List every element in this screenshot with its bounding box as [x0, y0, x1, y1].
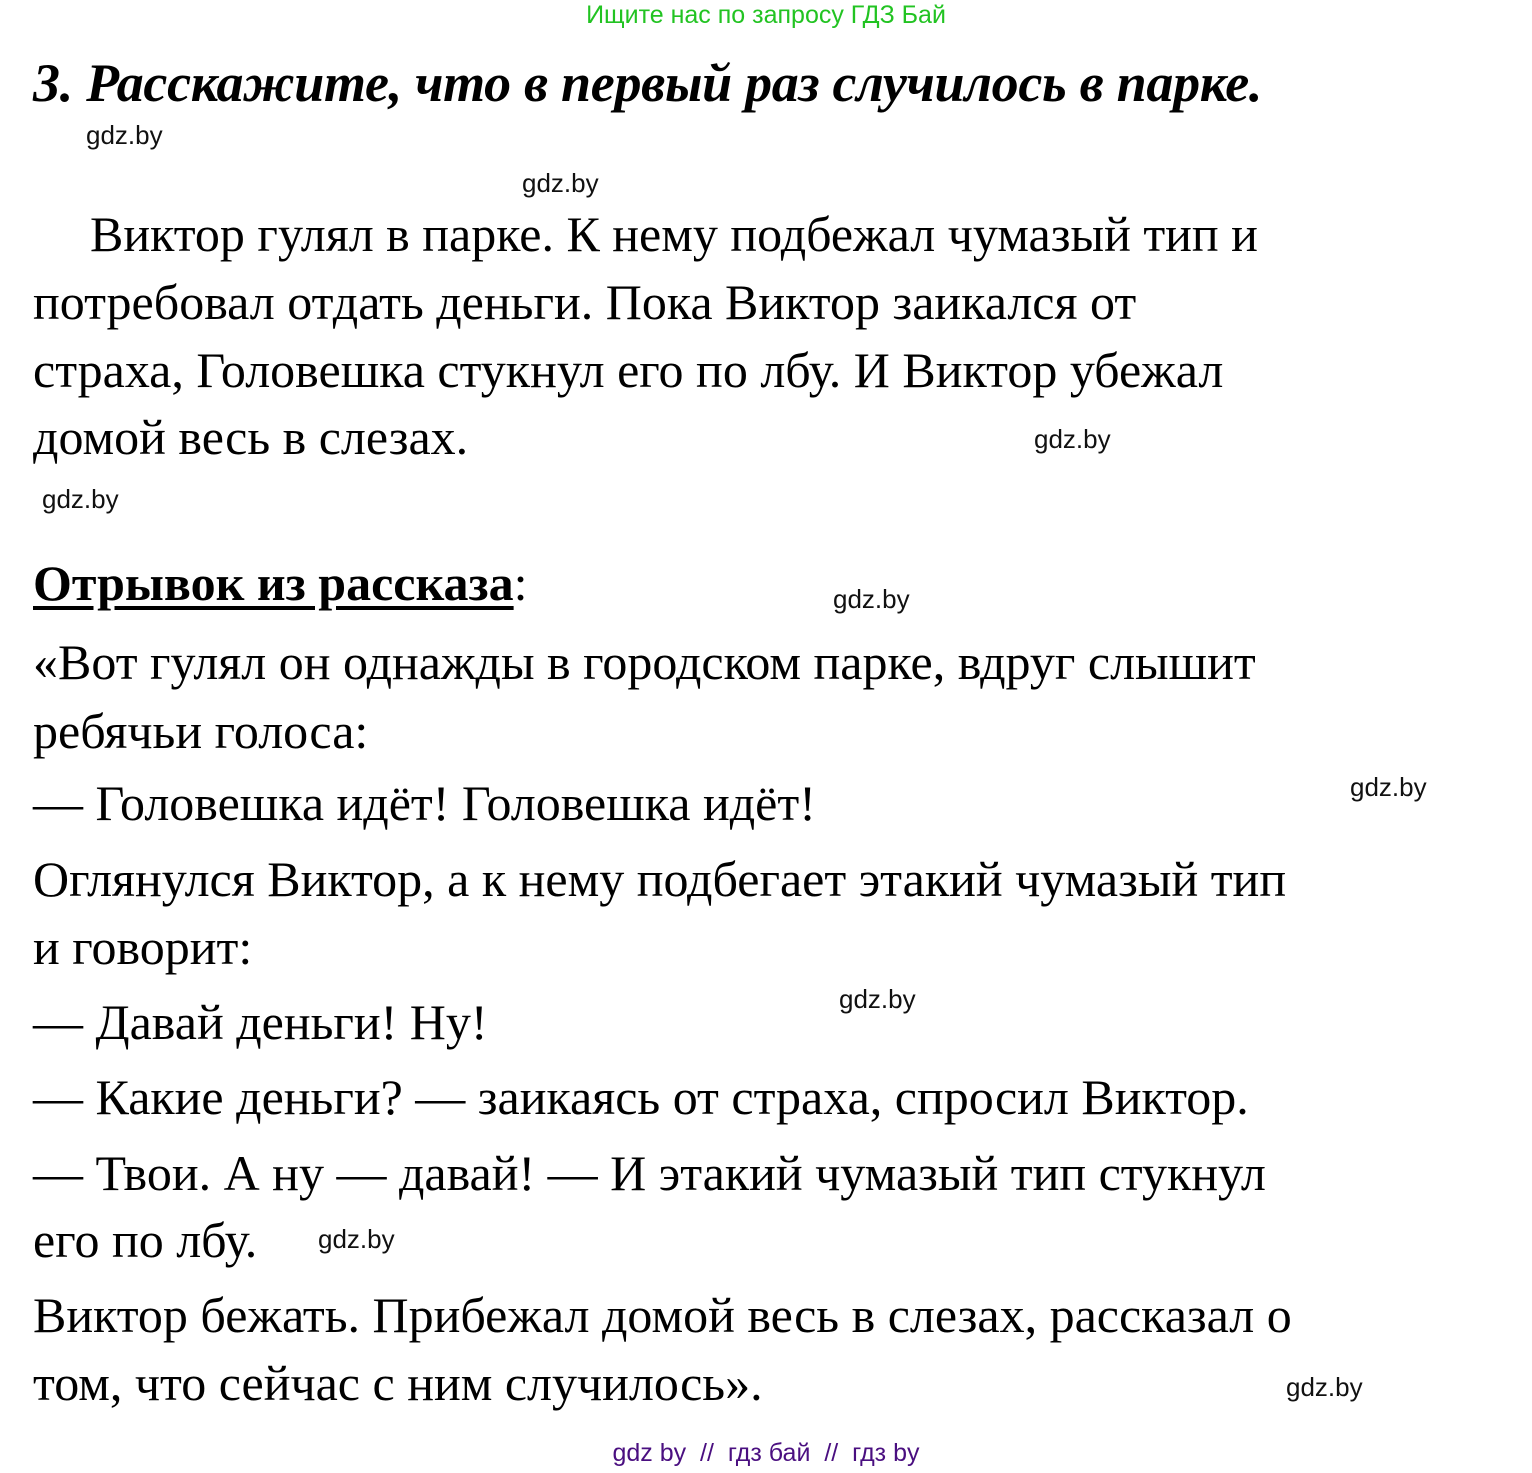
- excerpt-heading-colon: :: [513, 555, 528, 611]
- answer-line: Виктор гулял в парке. К нему подбежал чумазый тип и: [90, 206, 1258, 262]
- watermark: gdz.by: [1350, 772, 1427, 802]
- excerpt-heading-label: Отрывок из рассказа: [33, 555, 514, 611]
- answer-line: домой весь в слезах.: [33, 409, 469, 465]
- watermark: gdz.by: [833, 584, 910, 614]
- excerpt-heading: [33, 552, 528, 614]
- answer-line: потребовал отдать деньги. Пока Виктор заикался от: [33, 274, 1137, 330]
- excerpt-line: ребячьи голоса:: [33, 703, 369, 759]
- excerpt-line: — Головешка идёт! Головешка идёт!: [33, 775, 816, 831]
- footer-watermark: gdz by // гдз бай // гдз by: [612, 1439, 920, 1467]
- search-hint-banner: Ищите нас по запросу ГДЗ Бай: [586, 1, 946, 29]
- excerpt-line: Оглянулся Виктор, а к нему подбегает этакий чумазый тип: [33, 851, 1287, 907]
- excerpt-line: том, что сейчас с ним случилось».: [33, 1355, 763, 1411]
- watermark: gdz.by: [1034, 424, 1111, 454]
- excerpt-line: и говорит:: [33, 919, 253, 975]
- answer-line: страха, Головешка стукнул его по лбу. И Виктор убежал: [33, 342, 1224, 398]
- excerpt-line: — Твои. А ну — давай! — И этакий чумазый тип стукнул: [33, 1145, 1266, 1201]
- excerpt-line: его по лбу.: [33, 1212, 258, 1268]
- excerpt-line: «Вот гулял он однажды в городском парке, вдруг слышит: [33, 634, 1256, 690]
- watermark: gdz.by: [1286, 1372, 1363, 1402]
- watermark: gdz.by: [86, 120, 163, 150]
- watermark: gdz.by: [839, 984, 916, 1014]
- excerpt-line: — Давай деньги! Ну!: [33, 994, 488, 1050]
- excerpt-line: Виктор бежать. Прибежал домой весь в слезах, рассказал о: [33, 1287, 1292, 1343]
- watermark: gdz.by: [42, 484, 119, 514]
- watermark: gdz.by: [318, 1224, 395, 1254]
- task-title: 3. Расскажите, что в первый раз случилось в парке.: [33, 53, 1263, 113]
- excerpt-line: — Какие деньги? — заикаясь от страха, спросил Виктор.: [33, 1069, 1249, 1125]
- watermark: gdz.by: [522, 168, 599, 198]
